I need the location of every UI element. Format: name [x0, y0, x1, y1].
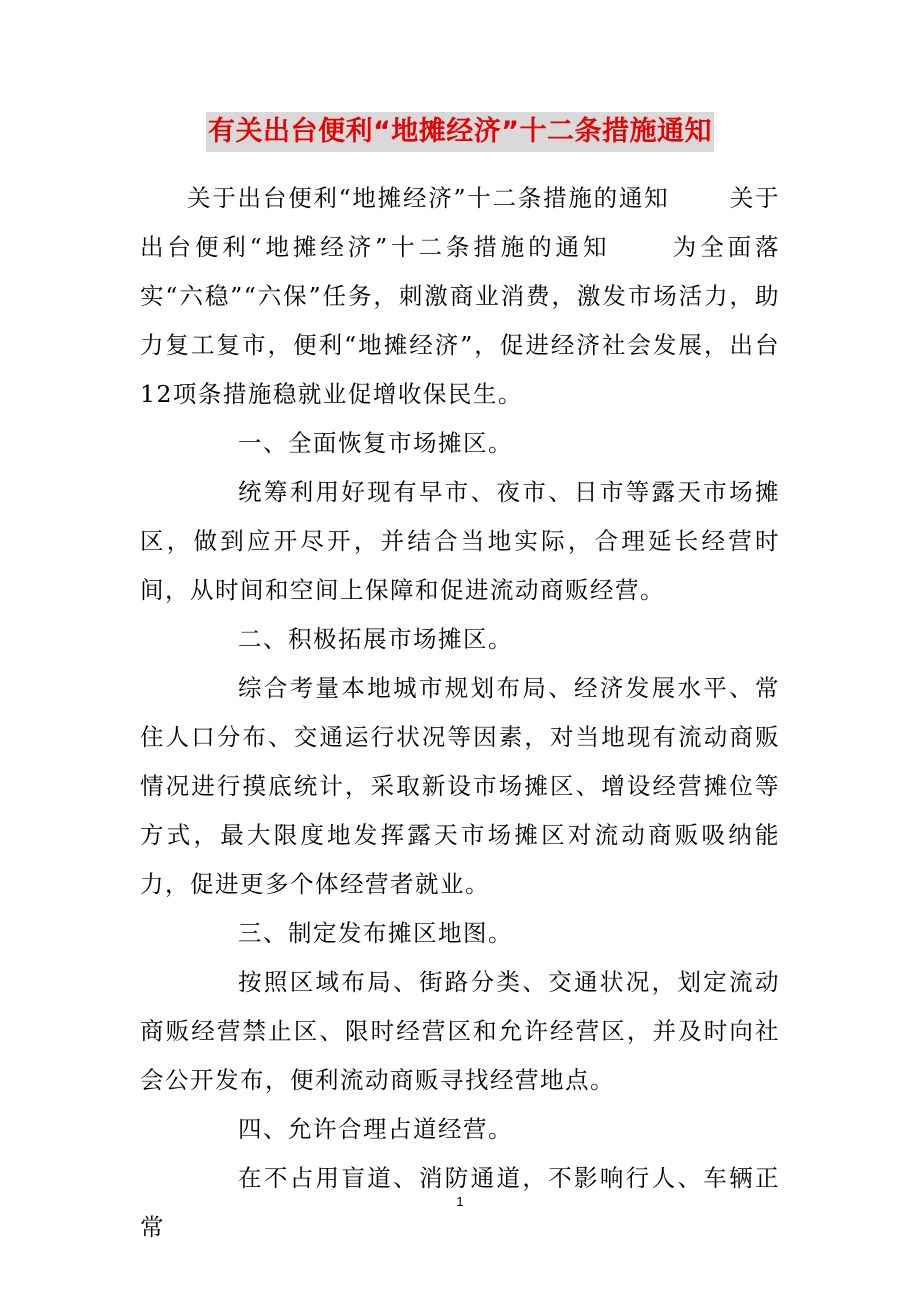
document-title: 有关出台便利“地摊经济”十二条措施通知 — [206, 112, 714, 152]
title-container — [0, 112, 920, 152]
intro-text-b: 关于出台便利“地摊经济”十二条措施的通知 — [140, 184, 781, 261]
section-heading: 四、允许合理占道经营。 — [238, 1115, 513, 1143]
section-heading: 二、积极拓展市场摊区。 — [238, 625, 513, 653]
section-paragraph: 综合考量本地城市规划布局、经济发展水平、常住人口分布、交通运行状况等因素，对当地现有流动商贩情况进行摸底统计，采取新设市场摊区、增设经营摊位等方式，最大限度地发挥露天市场摊区对流动商贩吸纳能力，促进更多个体经营者就业。 — [140, 674, 780, 898]
intro-text-a: 关于出台便利“地摊经济”十二条措施的通知 — [187, 184, 670, 212]
document-body — [140, 174, 780, 1252]
section-paragraph: 统筹利用好现有早市、夜市、日市等露天市场摊区，做到应开尽开，并结合当地实际，合理延长经营时间，从时间和空间上保障和促进流动商贩经营。 — [140, 478, 780, 604]
page-number: 1 — [456, 1194, 464, 1209]
intro-text-c: 为全面落实“六稳”“六保”任务，刺激商业消费，激发市场活力，助力复工复市，便利“地摊经济”，促进经济社会发展，出台12项条措施稳就业促增收保民生。 — [140, 233, 781, 408]
section-heading: 一、全面恢复市场摊区。 — [238, 429, 513, 457]
section-paragraph: 在不占用盲道、消防通道，不影响行人、车辆正常 — [140, 1164, 780, 1241]
section-paragraph: 按照区域布局、街路分类、交通状况，划定流动商贩经营禁止区、限时经营区和允许经营区，并及时向社会公开发布，便利流动商贩寻找经营地点。 — [140, 968, 780, 1094]
intro-paragraph — [140, 174, 780, 419]
section-heading: 三、制定发布摊区地图。 — [238, 919, 513, 947]
